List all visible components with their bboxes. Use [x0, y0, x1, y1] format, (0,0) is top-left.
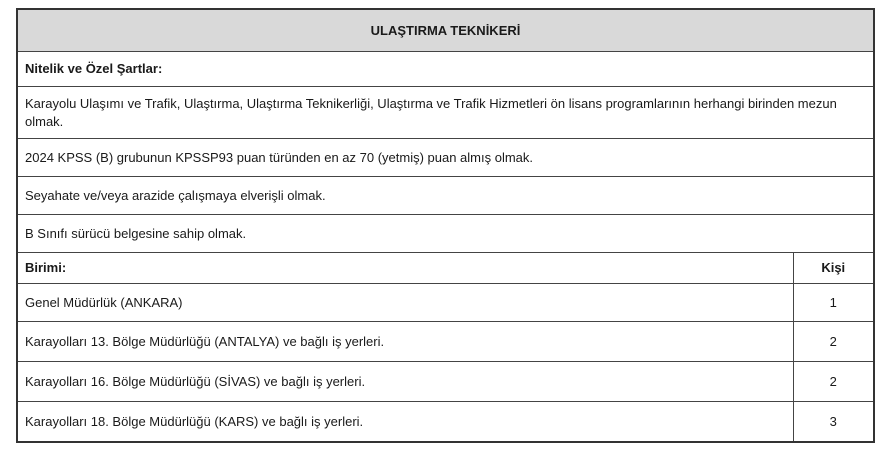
unit-row — [17, 284, 874, 322]
unit-count: 2 — [793, 322, 874, 362]
count-header: Kişi — [793, 253, 874, 284]
qualifications-header-row — [17, 52, 874, 87]
unit-count: 2 — [793, 362, 874, 402]
unit-count: 1 — [793, 284, 874, 322]
requirement-text: Karayolu Ulaşımı ve Trafik, Ulaştırma, Ulaştırma Teknikerliği, Ulaştırma ve Trafik Hizmetleri ön lisans programlarının herhangi birinden mezun olmak. — [17, 87, 874, 139]
requirement-text: 2024 KPSS (B) grubunun KPSSP93 puan türünden en az 70 (yetmiş) puan almış olmak. — [17, 139, 874, 177]
units-header-row — [17, 253, 874, 284]
qualifications-header: Nitelik ve Özel Şartlar: — [17, 52, 874, 87]
unit-count: 3 — [793, 402, 874, 443]
unit-name: Karayolları 16. Bölge Müdürlüğü (SİVAS) ve bağlı iş yerleri. — [17, 362, 793, 402]
job-requirements-table — [16, 8, 875, 443]
requirement-text: Seyahate ve/veya arazide çalışmaya elverişli olmak. — [17, 177, 874, 215]
requirement-text: B Sınıfı sürücü belgesine sahip olmak. — [17, 215, 874, 253]
unit-row — [17, 322, 874, 362]
unit-name: Karayolları 13. Bölge Müdürlüğü (ANTALYA) ve bağlı iş yerleri. — [17, 322, 793, 362]
requirement-row — [17, 177, 874, 215]
units-header: Birimi: — [17, 253, 793, 284]
unit-name: Genel Müdürlük (ANKARA) — [17, 284, 793, 322]
unit-row — [17, 402, 874, 443]
table-title: ULAŞTIRMA TEKNİKERİ — [17, 9, 874, 52]
requirement-row — [17, 215, 874, 253]
requirement-row — [17, 87, 874, 139]
unit-row — [17, 362, 874, 402]
title-row — [17, 9, 874, 52]
unit-name: Karayolları 18. Bölge Müdürlüğü (KARS) ve bağlı iş yerleri. — [17, 402, 793, 443]
requirement-row — [17, 139, 874, 177]
